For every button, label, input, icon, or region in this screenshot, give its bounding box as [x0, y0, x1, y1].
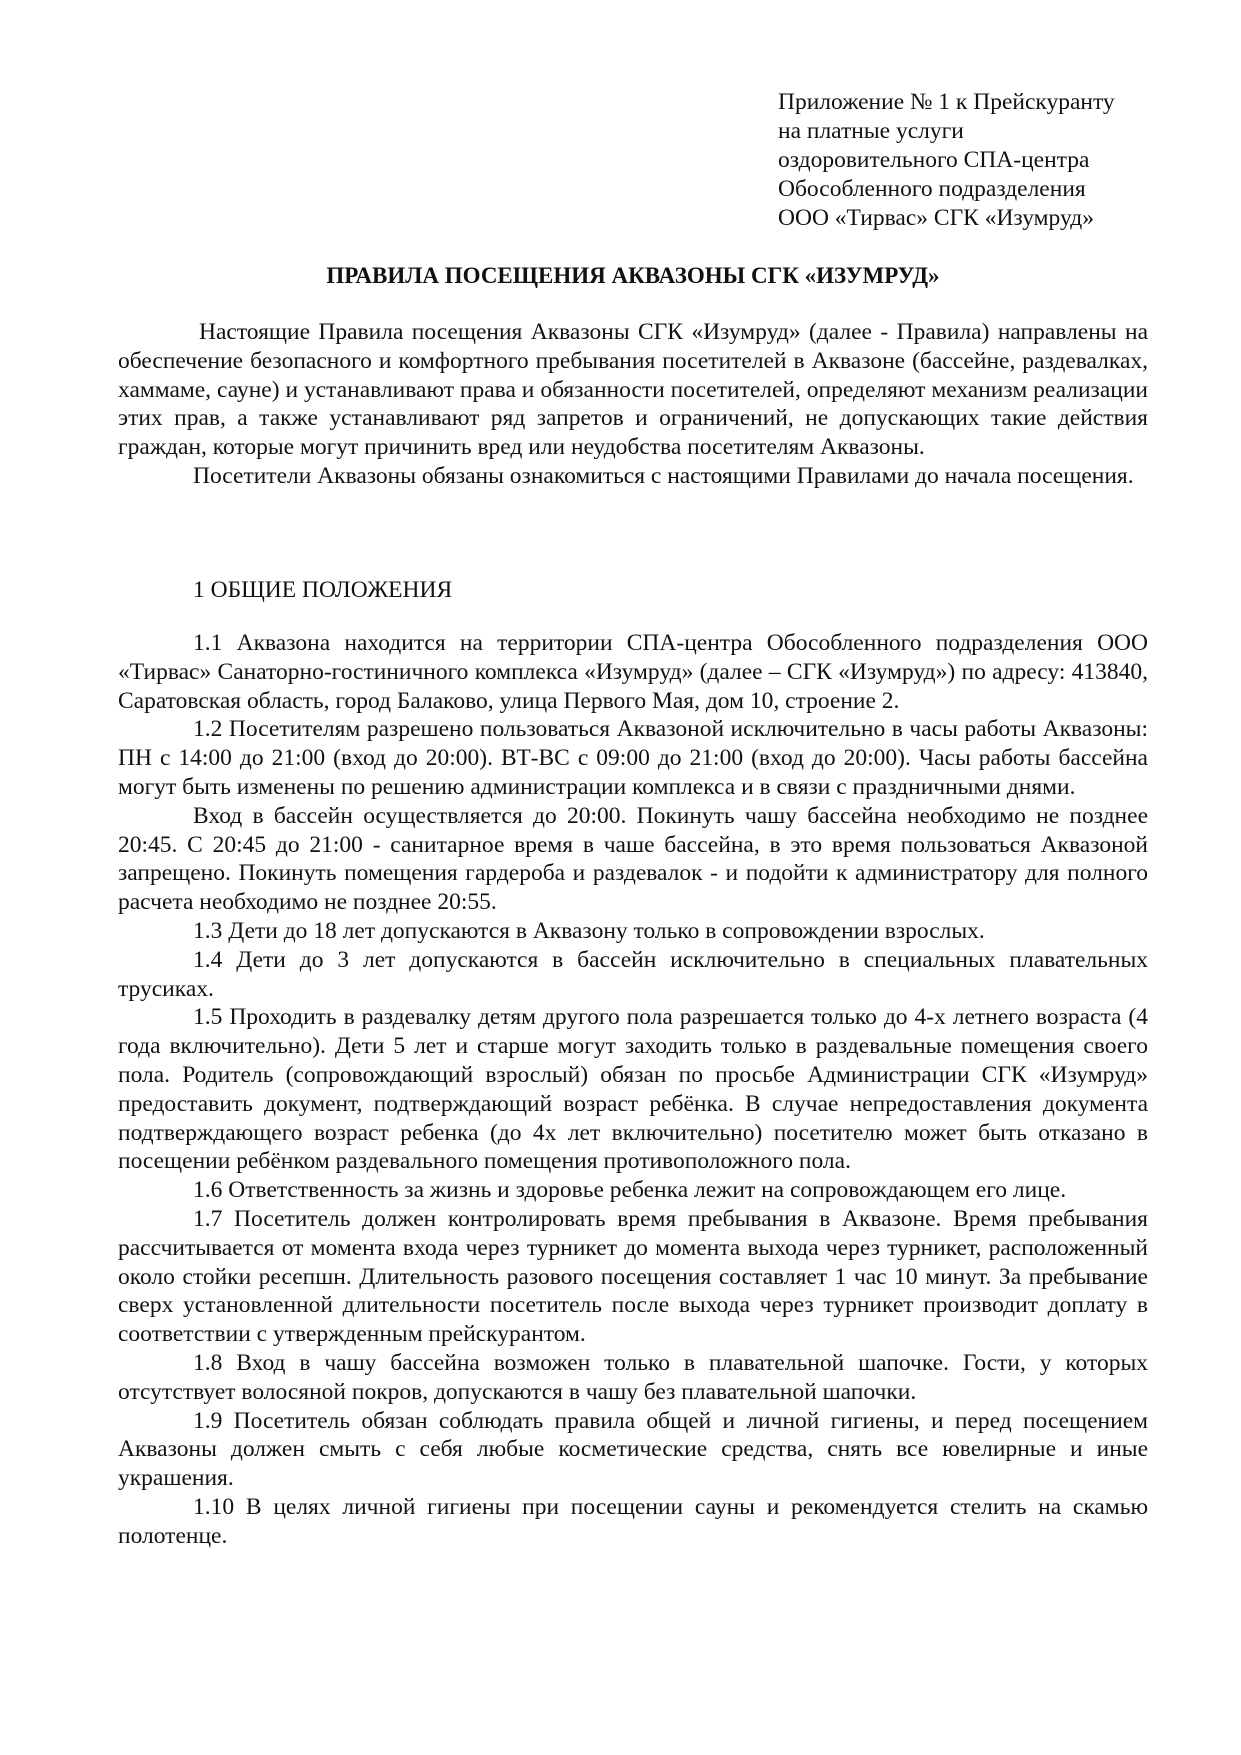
rule-paragraph: 1.7 Посетитель должен контролировать время пребывания в Аквазоне. Время пребывания рассчитывается от момента входа через турникет до момента выхода через турникет, расположенный около стойки ресепшн. Длительность разового посещения составляет 1 час 10 минут. За пребывание сверх установленной длительности посетитель после выхода через турникет производит доплату в соответствии с утвержденным прейскурантом.	[118, 1205, 1148, 1348]
appendix-line: Приложение № 1 к Прейскуранту	[778, 89, 1115, 115]
rule-paragraph: 1.9 Посетитель обязан соблюдать правила общей и личной гигиены, и перед посещением Аквазоны должен смыть с себя любые косметические средства, снять все ювелирные и иные украшения.	[118, 1407, 1148, 1492]
rule-paragraph: 1.10 В целях личной гигиены при посещении сауны и рекомендуется стелить на скамью полотенце.	[118, 1493, 1148, 1549]
rule-paragraph: 1.5 Проходить в раздевалку детям другого пола разрешается только до 4-х летнего возраста (4 года включительно). Дети 5 лет и старше могут заходить только в раздевальные помещения своего пола. Родитель (сопровождающий взрослый) обязан по просьбе Администрации СГК «Изумруд» предоставить документ, подтверждающий возраст ребёнка. В случае непредоставления документа подтверждающего возраст ребенка (до 4х лет включительно) посетителю может быть отказано в посещении ребёнком раздевального помещения противоположного пола.	[118, 1004, 1148, 1175]
rule-paragraph: Вход в бассейн осуществляется до 20:00. Покинуть чашу бассейна необходимо не позднее 20:45. С 20:45 до 21:00 - санитарное время в чаше бассейна, в это время пользоваться Аквазоной запрещено. Покинуть помещения гардероба и раздевалок - и подойти к администратору для полного расчета необходимо не позднее 20:55.	[118, 802, 1148, 916]
section-heading: 1 ОБЩИЕ ПОЛОЖЕНИЯ	[193, 577, 453, 603]
appendix-line: оздоровительного СПА-центра	[778, 147, 1090, 173]
intro-section	[118, 318, 1148, 491]
appendix-line: ООО «Тирвас» СГК «Изумруд»	[778, 205, 1094, 231]
rule-paragraph: 1.3 Дети до 18 лет допускаются в Аквазону только в сопровождении взрослых.	[193, 917, 985, 944]
appendix-note	[778, 88, 1115, 233]
rule-paragraph: 1.1 Аквазона находится на территории СПА-центра Обособленного подразделения ООО «Тирвас» Санаторно-гостиничного комплекса «Изумруд» (далее – СГК «Изумруд») по адресу: 413840, Саратовская область, город Балаково, улица Первого Мая, дом 10, строение 2.	[118, 630, 1148, 714]
intro-paragraph: Настоящие Правила посещения Аквазоны СГК «Изумруд» (далее - Правила) направлены на обеспечение безопасного и комфортного пребывания посетителей в Аквазоне (бассейне, раздевалках, хаммаме, сауне) и устанавливают права и обязанности посетителей, определяют механизм реализации этих прав, а также устанавливают ряд запретов и ограничений, не допускающих такие действия граждан, которые могут причинить вред или неудобства посетителям Аквазоны.	[118, 319, 1148, 461]
rule-paragraph: 1.4 Дети до 3 лет допускаются в бассейн исключительно в специальных плавательных трусиках.	[118, 946, 1148, 1002]
intro-paragraph: Посетители Аквазоны обязаны ознакомиться с настоящими Правилами до начала посещения.	[193, 462, 1134, 489]
rule-paragraph: 1.2 Посетителям разрешено пользоваться Аквазоной исключительно в часы работы Аквазоны: ПН с 14:00 до 21:00 (вход до 20:00). ВТ-ВС с 09:00 до 21:00 (вход до 20:00). Часы работы бассейна могут быть изменены по решению администрации комплекса и в связи с праздничными днями.	[118, 716, 1148, 800]
appendix-line: на платные услуги	[778, 118, 964, 144]
document-title: ПРАВИЛА ПОСЕЩЕНИЯ АКВАЗОНЫ СГК «ИЗУМРУД»	[326, 263, 940, 288]
rule-paragraph: 1.8 Вход в чашу бассейна возможен только в плавательной шапочке. Гости, у которых отсутствует волосяной покров, допускаются в чашу без плавательной шапочки.	[118, 1349, 1148, 1405]
appendix-line: Обособленного подразделения	[778, 176, 1086, 202]
section-body	[118, 629, 1148, 1551]
rule-paragraph: 1.6 Ответственность за жизнь и здоровье ребенка лежит на сопровождающем его лице.	[193, 1177, 1067, 1204]
